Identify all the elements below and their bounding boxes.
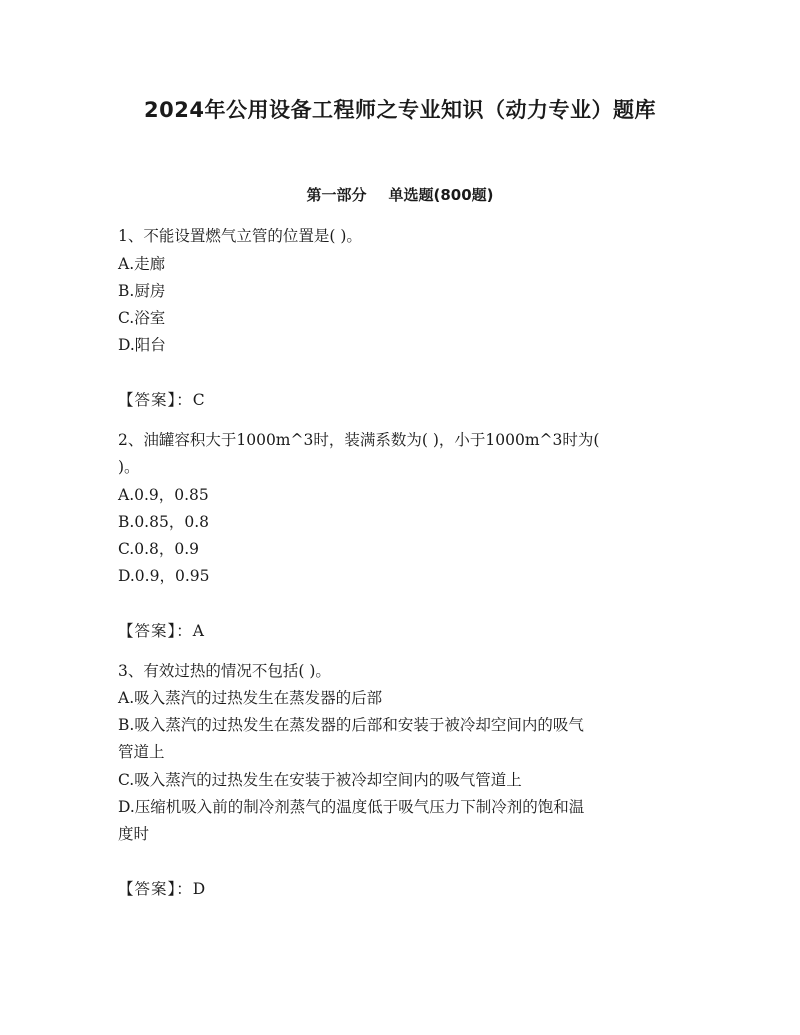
answer-label: 【答案】： [118,391,193,409]
question-1-option-b: B.厨房 [118,282,166,300]
question-1-option-c: C.浴室 [118,309,166,327]
question-1-stem: 1、不能设置燃气立管的位置是( )。 [118,227,362,245]
question-3-option-d-line-1: D.压缩机吸入前的制冷剂蒸气的温度低于吸气压力下制冷剂的饱和温 [118,798,585,816]
section-part: 第一部分 [306,186,367,204]
question-1-option-d: D.阳台 [118,336,166,354]
section-name: 单选题(800题) [388,186,494,204]
question-2-option-b: B.0.85，0.8 [118,513,209,531]
answer-label: 【答案】： [118,880,193,898]
question-3-option-d-line-2: 度时 [118,825,150,843]
question-3-option-b-line-1: B.吸入蒸汽的过热发生在蒸发器的后部和安装于被冷却空间内的吸气 [118,716,584,734]
question-2-answer [118,621,204,641]
question-1-option-a: A.走廊 [118,255,166,273]
question-3-option-b-line-2: 管道上 [118,743,165,761]
question-1-answer [118,390,205,410]
section-heading [0,184,800,205]
question-2-option-c: C.0.8，0.9 [118,540,200,558]
answer-value: A [192,622,204,640]
question-3-stem: 3、有效过热的情况不包括( )。 [118,662,331,680]
question-2-option-a: A.0.9，0.85 [118,486,209,504]
question-3-answer [118,879,205,899]
question-2-option-d: D.0.9，0.95 [118,567,210,585]
answer-label: 【答案】： [118,622,193,640]
question-3-option-c: C.吸入蒸汽的过热发生在安装于被冷却空间内的吸气管道上 [118,771,522,789]
question-2-stem-line-1: 2、油罐容积大于1000m^3时，装满系数为( )，小于1000m^3时为( [118,431,600,449]
question-2-stem-line-2: )。 [118,458,140,476]
page-title: 2024年公用设备工程师之专业知识（动力专业）题库 [144,98,656,122]
answer-value: D [192,880,206,898]
question-3-option-a: A.吸入蒸汽的过热发生在蒸发器的后部 [118,689,383,707]
answer-value: C [192,391,205,409]
